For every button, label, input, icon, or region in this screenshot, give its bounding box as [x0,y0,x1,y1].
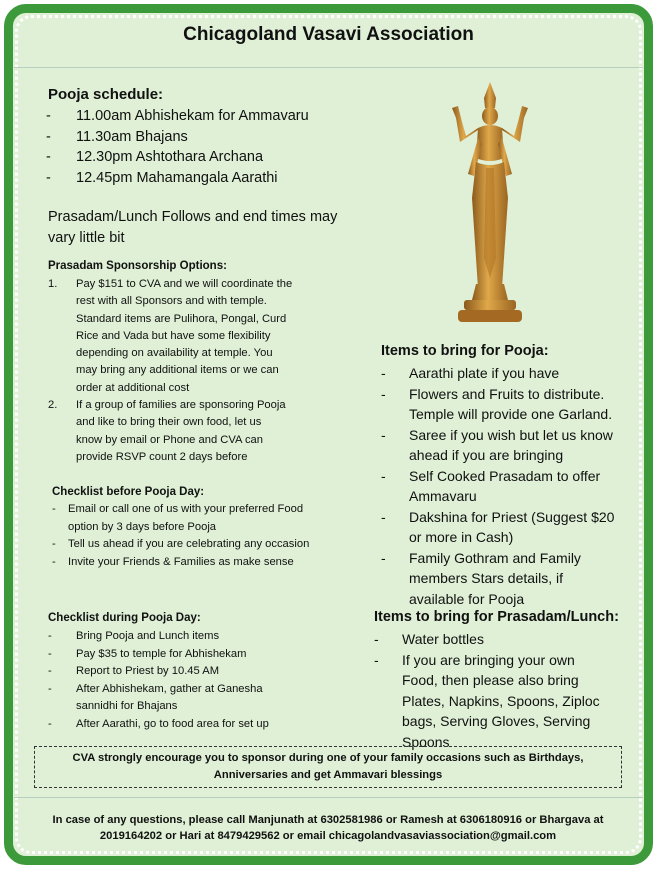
banner-line: Anniversaries and get Ammavari blessings [213,769,443,781]
bullet-dash: - [48,665,52,678]
prasadam-note [48,207,368,249]
prasadam-note-line: vary little bit [48,230,125,246]
option-text: know by email or Phone and CVA can [76,433,263,446]
list-item-text: or more in Cash) [409,529,514,545]
contact-line: 2019164202 or Hari at 8479429562 or email chicagolandvasaviassociation@gmail.com [99,830,557,842]
pooja-item [381,507,643,548]
items-pooja-heading: Items to bring for Pooja: [381,343,549,359]
list-item-text: Tell us ahead if you are celebrating any occasion [68,538,310,550]
bullet-dash: - [381,426,386,443]
list-item-text: 12.45pm Mahamangala Aarathi [76,169,278,186]
option-number: 2. [48,399,58,412]
option-number: 1. [48,278,58,290]
pooja-item [381,466,643,507]
list-item-text: Invite your Friends & Families as make sense [68,555,294,568]
checklist-before-item [52,501,357,536]
checklist-during-heading: Checklist during Pooja Day: [48,612,201,624]
checklist-during-item [48,646,348,664]
checklist-before-list [52,501,357,571]
bullet-dash: - [46,128,51,145]
goddess-statue-image [442,78,538,338]
pooja-item [381,425,643,466]
schedule-item [46,127,376,148]
lunch-item [374,629,636,650]
sponsorship-option [48,397,348,466]
bullet-dash: - [48,717,52,730]
pooja-item [381,384,643,425]
pooja-item [381,363,643,384]
divider [14,67,643,68]
list-item-text: After Abhishekam, gather at Ganesha [76,682,263,695]
list-item-text: sannidhi for Bhajans [76,700,178,713]
pooja-schedule-list [46,106,376,188]
list-item-text: Temple will provide one Garland. [409,406,613,422]
list-item-text: 11.30am Bhajans [76,128,188,145]
list-item-text: Saree if you wish but let us know [409,426,613,443]
checklist-during-list [48,628,348,734]
list-item-text: Ammavaru [409,488,477,504]
bullet-dash: - [52,503,56,515]
bullet-dash: - [381,549,386,566]
pooja-item [381,548,643,610]
bullet-dash: - [381,385,386,402]
bullet-dash: - [374,631,379,647]
list-item-text: Aarathi plate if you have [409,365,560,381]
list-item-text: option by 3 days before Pooja [68,520,217,533]
list-item-text: Report to Priest by 10.45 AM [76,665,220,678]
bullet-dash: - [381,365,386,381]
list-item-text: Flowers and Fruits to distribute. [409,385,605,402]
pooja-schedule-heading: Pooja schedule: [48,86,164,103]
option-text: may bring any additional items or we can [76,364,279,377]
contact-info [34,812,622,844]
schedule-item [46,106,376,127]
list-item-text: Pay $35 to temple for Abhishekam [76,647,247,660]
checklist-before-item [52,554,357,572]
schedule-item [46,147,376,168]
contact-line: In case of any questions, please call Manjunath at 6302581986 or Ramesh at 6306180916 or Bhargava at [52,814,604,826]
option-text: Rice and Vada but have some flexibility [76,329,271,342]
option-text: provide RSVP count 2 days before [76,450,248,463]
list-item-text: After Aarathi, go to food area for set up [76,717,269,730]
prasadam-note-line: Prasadam/Lunch Follows and end times may [48,209,338,225]
bullet-dash: - [374,651,379,668]
option-text: Standard items are Pulihora, Pongal, Curd [76,312,287,325]
bullet-dash: - [52,555,56,568]
divider [14,797,643,798]
list-item-text: members Stars details, if [409,570,564,586]
bullet-dash: - [46,149,51,165]
option-text: rest with all Sponsors and with temple. [76,295,267,308]
option-text: and like to bring their own food, let us [76,416,262,429]
bullet-dash: - [48,647,52,660]
list-item-text: 11.00am Abhishekam for Ammavaru [76,108,309,124]
bullet-dash: - [52,538,56,550]
bullet-dash: - [46,169,51,186]
checklist-during-item [48,663,348,681]
list-item-text: 12.30pm Ashtothara Archana [76,149,264,165]
items-lunch-list [374,629,636,752]
option-text: Pay $151 to CVA and we will coordinate the [76,278,293,290]
checklist-before-heading: Checklist before Pooja Day: [52,486,205,498]
option-text: depending on availability at temple. You [76,347,273,360]
list-item-text: Water bottles [402,631,484,647]
banner-line: CVA strongly encourage you to sponsor during one of your family occasions such as Birthdays, [72,752,584,764]
list-item-text: Bring Pooja and Lunch items [76,630,220,642]
list-item-text: Dakshina for Priest (Suggest $20 [409,508,615,525]
list-item-text: Family Gothram and Family [409,549,581,566]
list-item-text: Email or call one of us with your preferred Food [68,503,304,515]
items-lunch-heading: Items to bring for Prasadam/Lunch: [374,609,619,625]
bullet-dash: - [381,467,386,484]
bullet-dash: - [46,108,51,124]
items-pooja-list [381,363,643,609]
list-item-text: Plates, Napkins, Spoons, Ziploc [402,692,600,709]
page-title: Chicagoland Vasavi Association [183,24,474,45]
schedule-item [46,168,376,189]
bullet-dash: - [48,630,52,642]
checklist-during-item [48,681,348,716]
list-item-text: available for Pooja [409,590,525,607]
bullet-dash: - [381,508,386,525]
checklist-during-item [48,716,348,734]
list-item-text: ahead if you are bringing [409,447,564,463]
sponsorship-option [48,276,348,397]
option-text: order at additional cost [76,381,190,394]
option-text: If a group of families are sponsoring Pooja [76,399,286,412]
list-item-text: Food, then please also bring [402,672,579,688]
checklist-before-item [52,536,357,554]
list-item-text: Self Cooked Prasadam to offer [409,467,601,484]
sponsorship-options [48,276,348,466]
list-item-text: Spoons [402,733,450,750]
checklist-during-item [48,628,348,646]
list-item-text: bags, Serving Gloves, Serving [402,713,591,729]
sponsorship-heading: Prasadam Sponsorship Options: [48,260,227,272]
list-item-text: If you are bringing your own [402,651,575,668]
sponsor-encouragement-banner [34,746,622,788]
bullet-dash: - [48,682,52,695]
lunch-item [374,650,636,753]
